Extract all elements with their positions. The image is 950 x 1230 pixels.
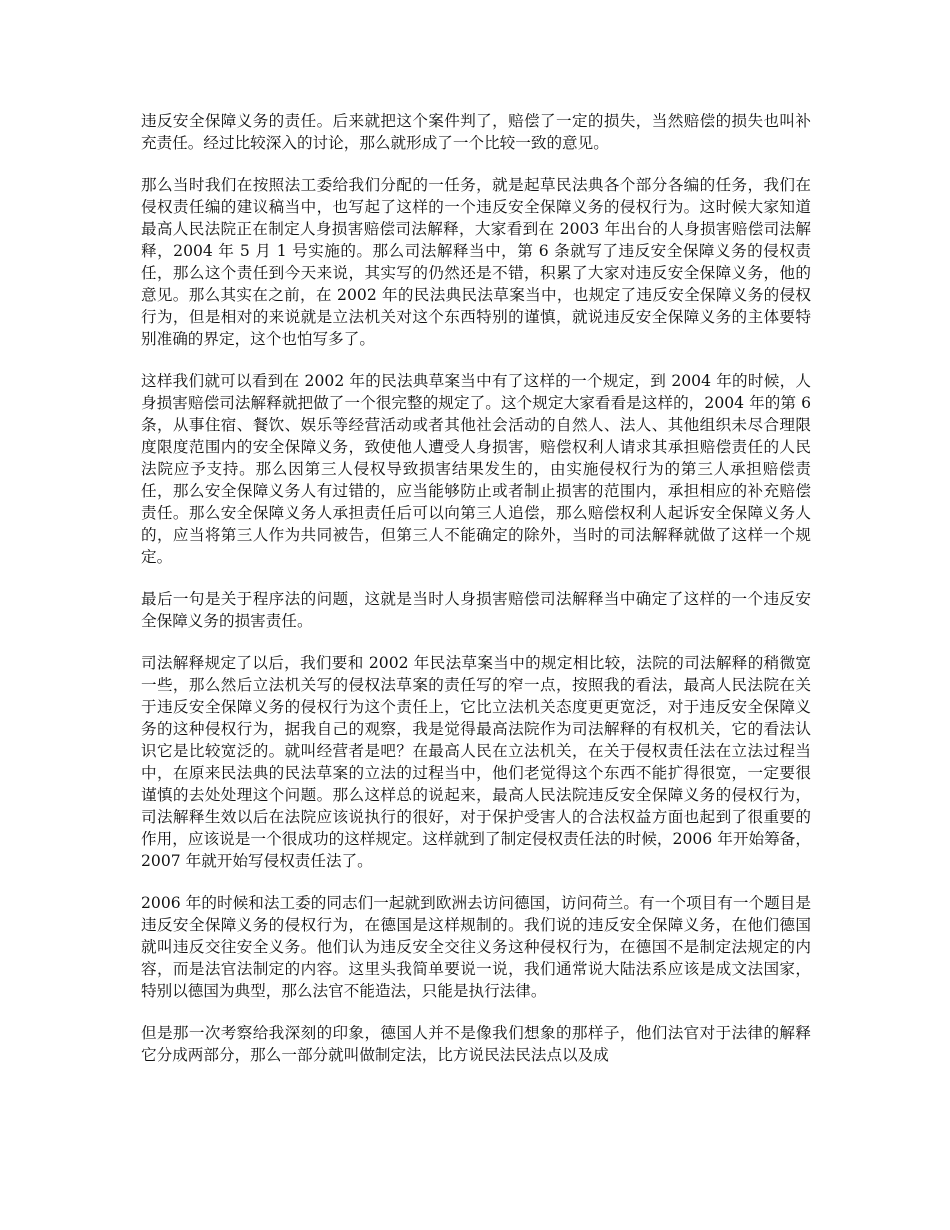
paragraph-7: 但是那一次考察给我深刻的印象，德国人并不是像我们想象的那样子，他们法官对于法律的解释它分成两部分，那么一部分就叫做制定法，比方说民法民法点以及成 (141, 1024, 811, 1064)
document-page (141, 110, 811, 1086)
paragraph-3: 这样我们就可以看到在 2002 年的民法典草案当中有了这样的一个规定，到 2004 年的时候，人身损害赔偿司法解释就把做了一个很完整的规定了。这个规定大家看看是这样的，2004 年的第 6 条，从事住宿、餐饮、娱乐等经营活动或者其他社会活动的自然人、法人、其他组织未尽合理限度限度范围内的安全保障义务，致使他人遭受人身损害，赔偿权利人请求其承担赔偿责任的人民法院应予支持。那么因第三人侵权导致损害结果发生的，由实施侵权行为的第三人承担赔偿责任，那么安全保障义务人有过错的，应当能够防止或者制止损害的范围内，承担相应的补充赔偿责任。那么安全保障义务人承担责任后可以向第三人追偿，那么赔偿权利人起诉安全保障义务人的，应当将第三人作为共同被告，但第三人不能确定的除外，当时的司法解释就做了这样一个规定。 (141, 372, 811, 566)
paragraph-2: 那么当时我们在按照法工委给我们分配的一任务，就是起草民法典各个部分各编的任务，我们在侵权责任编的建议稿当中，也写起了这样的一个违反安全保障义务的侵权行为。这时候大家知道最高人民法院正在制定人身损害赔偿司法解释，大家看到在 2003 年出台的人身损害赔偿司法解释，2004 年 5 月 1 号实施的。那么司法解释当中，第 6 条就写了违反安全保障义务的侵权责任，那么这个责任到今天来说，其实写的仍然还是不错，积累了大家对违反安全保障义务，他的意见。那么其实在之前，在 2002 年的民法典民法草案当中，也规定了违反安全保障义务的侵权行为，但是相对的来说就是立法机关对这个东西特别的谨慎，就说违反安全保障义务的主体要特别准确的界定，这个也怕写多了。 (141, 176, 811, 348)
paragraph-1: 违反安全保障义务的责任。后来就把这个案件判了，赔偿了一定的损失，当然赔偿的损失也叫补充责任。经过比较深入的讨论，那么就形成了一个比较一致的意见。 (141, 112, 811, 152)
paragraph-6: 2006 年的时候和法工委的同志们一起就到欧洲去访问德国，访问荷兰。有一个项目有一个题目是违反安全保障义务的侵权行为，在德国是这样规制的。我们说的违反安全保障义务，在他们德国就叫违反交往安全义务。他们认为违反安全交往义务这种侵权行为，在德国不是制定法规定的内容，而是法官法制定的内容。这里头我简单要说一说，我们通常说大陆法系应该是成文法国家，特别以德国为典型，那么法官不能造法，只能是执行法律。 (141, 894, 811, 1000)
paragraph-5: 司法解释规定了以后，我们要和 2002 年民法草案当中的规定相比较，法院的司法解释的稍微宽一些，那么然后立法机关写的侵权法草案的责任写的窄一点，按照我的看法，最高人民法院在关于违反安全保障义务的侵权行为这个责任上，它比立法机关态度更更宽泛，对于违反安全保障义务的这种侵权行为，据我自己的观察，我是觉得最高法院作为司法解释的有权机关，它的看法认识它是比较宽泛的。就叫经营者是吧？在最高人民在立法机关，在关于侵权责任法在立法过程当中，在原来民法典的民法草案的立法的过程当中，他们老觉得这个东西不能扩得很宽，一定要很谨慎的去处处理这个问题。那么这样总的说起来，最高人民法院违反安全保障义务的侵权行为，司法解释生效以后在法院应该说执行的很好，对于保护受害人的合法权益方面也起到了很重要的作用，应该说是一个很成功的这样规定。这样就到了制定侵权责任法的时候，2006 年开始筹备，2007 年就开始写侵权责任法了。 (141, 654, 811, 870)
paragraph-4: 最后一句是关于程序法的问题，这就是当时人身损害赔偿司法解释当中确定了这样的一个违反安全保障义务的损害责任。 (141, 590, 811, 630)
